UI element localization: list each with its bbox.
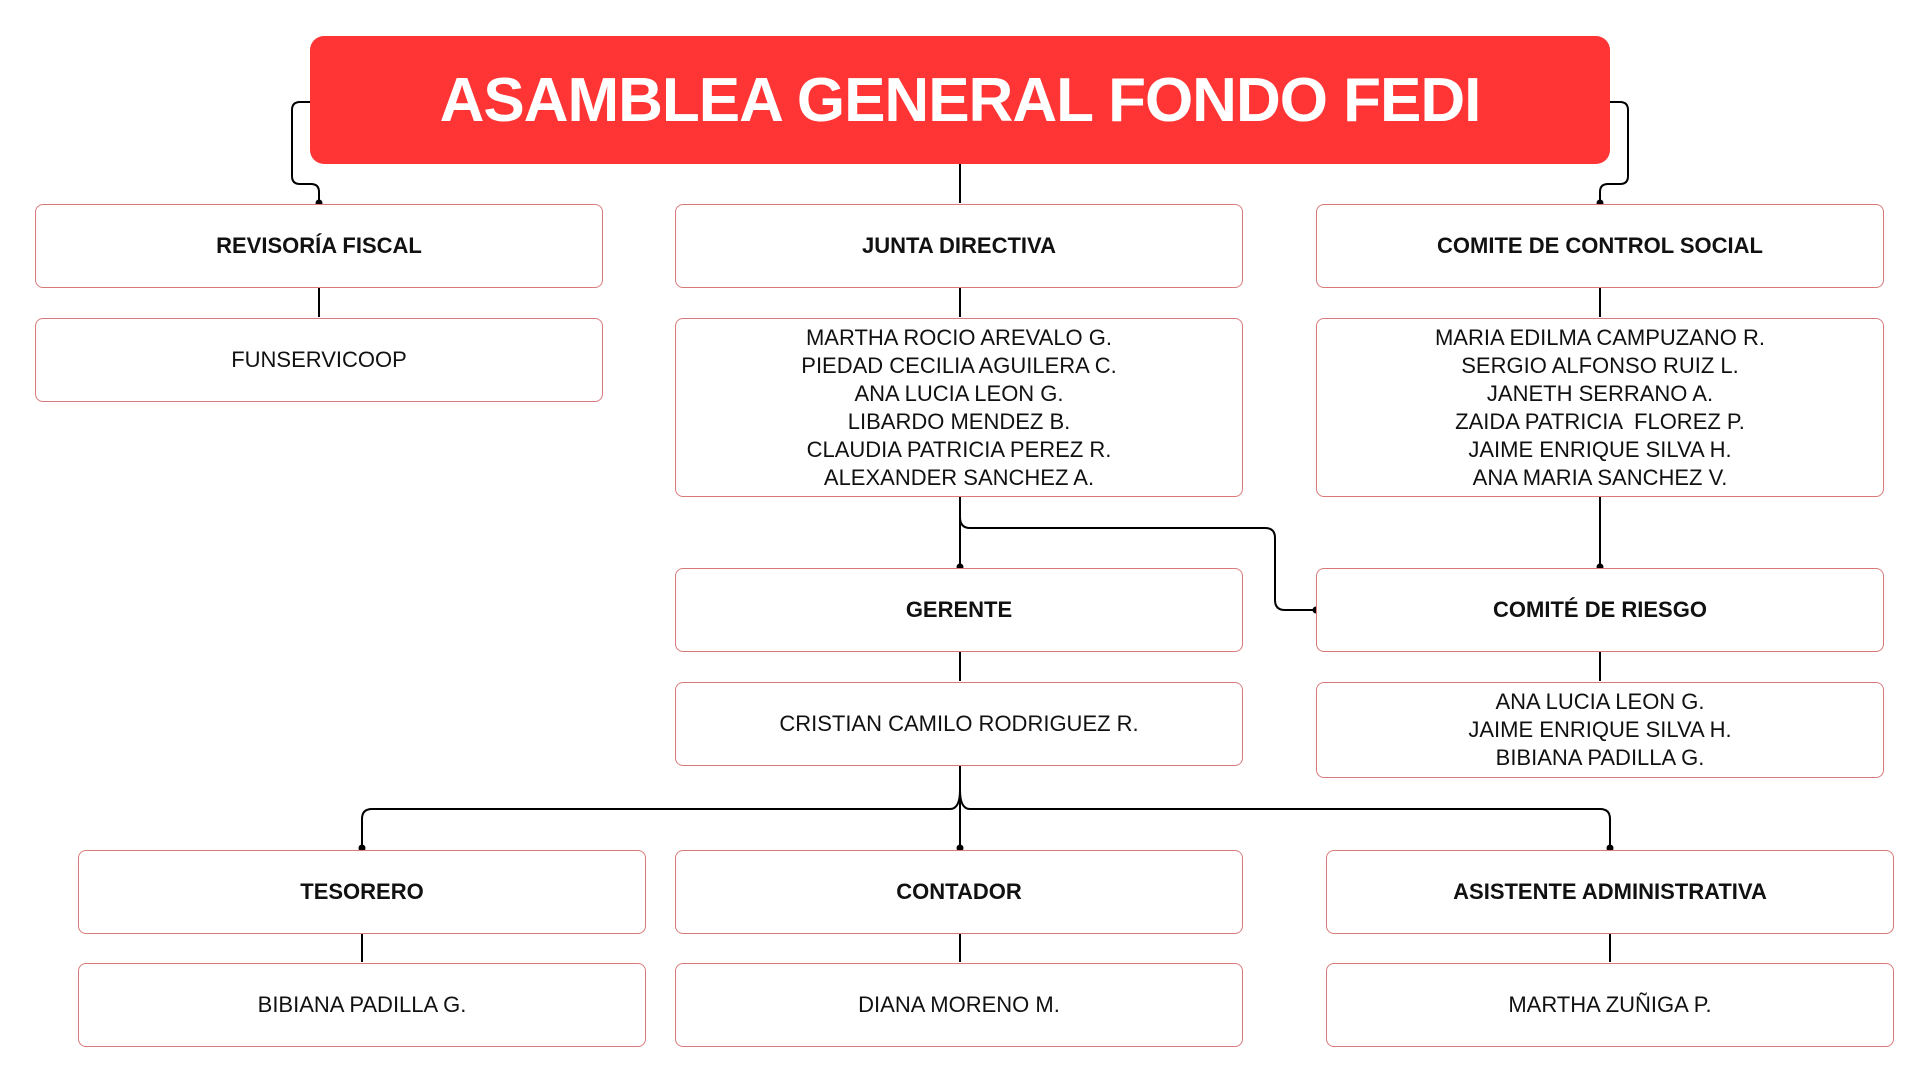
member-name: MARTHA ROCIO AREVALO G. — [805, 324, 1113, 350]
heading-contador: CONTADOR — [896, 879, 1022, 904]
connector-gerente-tesorero — [362, 790, 960, 848]
member-name: JAIME ENRIQUE SILVA H. — [1468, 717, 1732, 742]
box-junta-directiva — [675, 204, 1243, 288]
member-name: ANA MARIA SANCHEZ V. — [1472, 464, 1728, 490]
member-name: MARIA EDILMA CAMPUZANO R. — [1434, 324, 1766, 350]
heading-asistente-administrativa: ASISTENTE ADMINISTRATIVA — [1453, 879, 1767, 904]
connector-gerente-asistente — [960, 790, 1610, 848]
heading-comite-riesgo: COMITÉ DE RIESGO — [1493, 597, 1707, 622]
members-asistente-administrativa — [1326, 963, 1894, 1047]
member-name: DIANA MORENO M. — [858, 992, 1060, 1017]
member-name: SERGIO ALFONSO RUIZ L. — [1461, 352, 1739, 378]
members-tesorero — [78, 963, 646, 1047]
member-name: BIBIANA PADILLA G. — [1495, 745, 1705, 770]
heading-junta-directiva: JUNTA DIRECTIVA — [862, 233, 1056, 258]
members-contador — [675, 963, 1243, 1047]
member-name: BIBIANA PADILLA G. — [257, 992, 467, 1017]
box-comite-riesgo — [1316, 568, 1884, 652]
title-asamblea-general: ASAMBLEA GENERAL FONDO FEDI — [310, 36, 1610, 164]
box-gerente — [675, 568, 1243, 652]
member-name: MARTHA ZUÑIGA P. — [1508, 992, 1712, 1017]
heading-tesorero: TESORERO — [300, 879, 424, 904]
member-name: CLAUDIA PATRICIA PEREZ R. — [806, 436, 1112, 462]
member-name: PIEDAD CECILIA AGUILERA C. — [801, 352, 1117, 378]
box-tesorero — [78, 850, 646, 934]
member-name: LIBARDO MENDEZ B. — [847, 408, 1071, 434]
member-name: ANA LUCIA LEON G. — [1495, 689, 1705, 714]
member-name: JANETH SERRANO A. — [1486, 380, 1714, 406]
member-name: ZAIDA PATRICIA FLOREZ P. — [1455, 408, 1745, 434]
box-comite-control-social — [1316, 204, 1884, 288]
member-name: FUNSERVICOOP — [231, 347, 407, 372]
members-revisoria-fiscal — [35, 318, 603, 402]
member-name: ANA LUCIA LEON G. — [854, 380, 1064, 406]
box-revisoria-fiscal — [35, 204, 603, 288]
member-name: CRISTIAN CAMILO RODRIGUEZ R. — [779, 711, 1139, 736]
heading-gerente: GERENTE — [905, 597, 1013, 622]
heading-revisoria-fiscal: REVISORÍA FISCAL — [216, 233, 422, 258]
member-name: JAIME ENRIQUE SILVA H. — [1468, 436, 1732, 462]
box-contador — [675, 850, 1243, 934]
heading-comite-control-social: COMITE DE CONTROL SOCIAL — [1437, 233, 1763, 258]
members-junta-directiva — [675, 318, 1243, 497]
members-comite-control-social — [1316, 318, 1884, 497]
members-gerente — [675, 682, 1243, 766]
box-asistente-administrativa — [1326, 850, 1894, 934]
member-name: ALEXANDER SANCHEZ A. — [823, 464, 1095, 490]
members-comite-riesgo — [1316, 682, 1884, 778]
